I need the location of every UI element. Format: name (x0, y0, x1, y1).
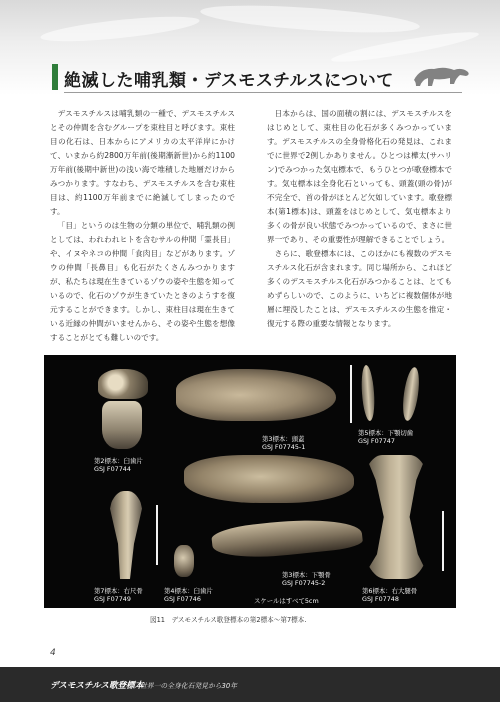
incisor-1-image (360, 365, 376, 422)
left-paragraph-1: デスモスチルスは哺乳類の一種で、デスモスチルスとその仲間を含むグループを束柱目と呼びます。束柱目の化石は、日本からにアメリカの太平洋岸にかけて、いまから約2800万年前(後期漸新世)から約1100万年前(後期中新世)の浅い海で堆積した地層だけからみつかります。すなわち、デスモスチルスを含む束柱目は、約1100万年前までに絶滅してしまったのです。 (50, 109, 235, 216)
label-specimen-3: 第3標本：頭蓋 GSJ F07745-1 (262, 435, 306, 451)
skull-side-image (184, 455, 354, 503)
femur-image (362, 455, 430, 579)
scale-bar-1 (350, 365, 352, 423)
scale-bar-3 (156, 505, 158, 565)
right-column (267, 107, 452, 331)
label-specimen-4: 第4標本：臼歯片 GSJ F07746 (164, 587, 213, 603)
page-title: 絶滅した哺乳類・デスモスチルスについて (64, 71, 394, 91)
ulna-image (106, 491, 146, 579)
left-column (50, 107, 235, 345)
label-specimen-7: 第7標本：右尺骨 GSJ F07749 (94, 587, 143, 603)
molar-fragment-image (98, 369, 148, 399)
page-number: 4 (50, 648, 56, 658)
fossil-photo (44, 355, 456, 608)
skull-top-image (176, 369, 336, 421)
label-specimen-2: 第2標本：臼歯片 GSJ F07744 (94, 457, 143, 473)
molar-fragment-4-image (174, 545, 194, 577)
figure-caption: 図11 デスモスチルス歌登標本の第2標本〜第7標本. (150, 616, 307, 624)
page-title-block (52, 64, 462, 90)
label-specimen-3-jaw: 第3標本：下顎骨 GSJ F07745-2 (282, 571, 331, 587)
molar-fragment-lower-image (102, 401, 142, 449)
footer-title: デスモスチルス歌登標本 (50, 681, 144, 691)
right-paragraph-2: さらに、歌登標本には、このほかにも複数のデスモスチルス化石が含まれます。同じ場所から、これほど多くのデスモスチルス化石がみつかることは、とてもめずらしいので、このように、いちどに複数個体が地層に埋没したことは、デスモスチルスの生態を推定・復元する際の重要な情報となります。 (267, 249, 452, 328)
incisor-2-image (400, 366, 421, 421)
scale-bar-2 (442, 511, 444, 571)
scale-note: スケールはすべて5cm (254, 597, 319, 605)
label-specimen-5: 第5標本：下顎切歯 GSJ F07747 (358, 429, 414, 445)
title-accent-bar (52, 64, 58, 90)
footer-bar (0, 667, 500, 702)
lower-jaw-image (211, 513, 364, 562)
title-underline (64, 92, 462, 93)
left-paragraph-2: 「目」というのは生物の分類の単位で、哺乳類の例としては、われわれヒトを含むサルの仲間「霊長目」や、イヌやネコの仲間「食肉目」などがあります。ゾウの仲間「長鼻目」も化石がたくさんみつかりますが、私たちは現在生きているゾウの姿や生態を知っているので、化石のゾウが生きていたときのようすを復元することができます。しかし、束柱目は現在生きている近縁の仲間がいませんから、その姿や生態を想像することがとても難しいのです。 (50, 221, 235, 342)
footer-subtitle: 世界一の全身化石発見から30年 (140, 682, 238, 690)
right-paragraph-1: 日本からは、国の面積の割には、デスモスチルスをはじめとして、束柱目の化石が多くみつかっています。デスモスチルスの全身骨格化石の発見は、これまでに世界で2例しかありません。ひとつは樺太(サハリン)でみつかった気屯標本で、もうひとつが歌登標本です。気屯標本は全身化石といっても、頭蓋(頭の骨)が不完全で、首の骨がほとんど欠如しています。歌登標本(第1標本)は、頭蓋をはじめとして、気屯標本より多くの骨が良い状態でみつかっているので、まさに世界一であり、その重要性が理解できることでしょう。 (267, 109, 452, 244)
label-specimen-6: 第6標本：右大腿骨 GSJ F07748 (362, 587, 418, 603)
